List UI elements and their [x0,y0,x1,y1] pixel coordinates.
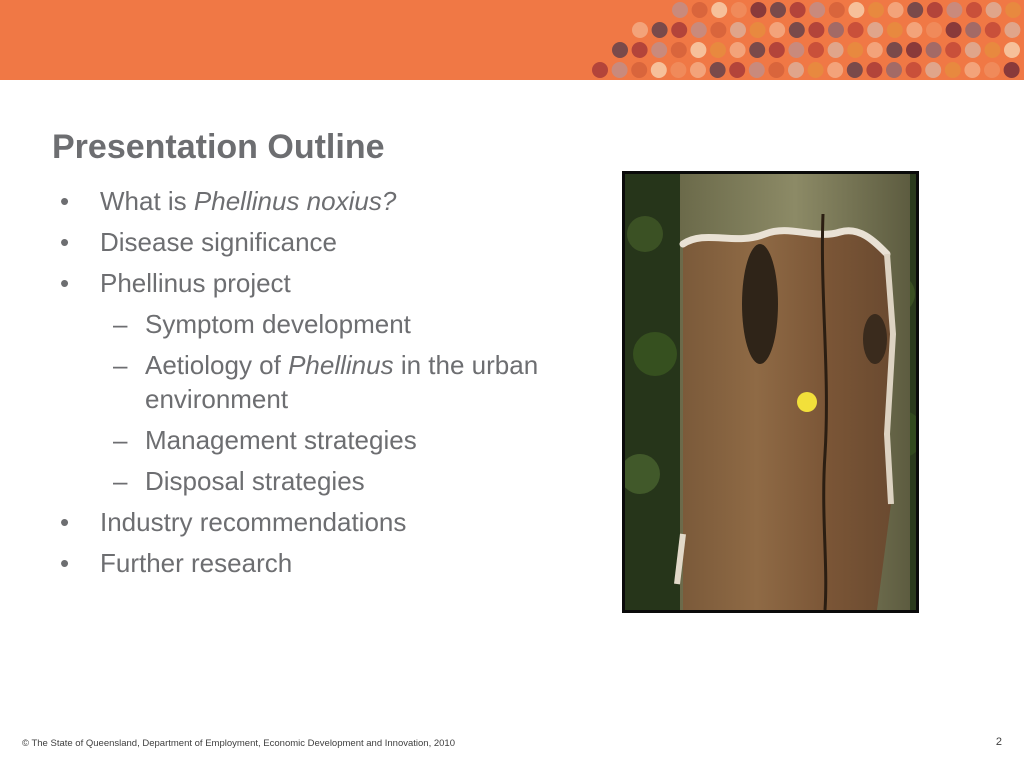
decorative-dot [790,2,806,18]
decorative-dot [946,2,962,18]
bullet-marker: • [60,268,70,298]
decorative-dot [867,42,883,58]
outline-item [56,266,596,300]
decorative-dot [829,2,845,18]
bullet-marker: • [60,227,70,257]
decorative-dot [925,62,941,78]
decorative-dot [770,2,786,18]
outline-item-main-text: Further research [100,548,293,578]
decorative-dot [828,42,844,58]
outline-subitem [56,423,596,457]
decorative-dot [730,42,746,58]
decorative-dot [966,2,982,18]
outline-item-suffix-text: in the urban environment [145,350,539,414]
decorative-dot [749,42,765,58]
decorative-dot [886,62,902,78]
slide-title: Presentation Outline [52,128,385,166]
outline-item-text [145,350,538,414]
decorative-dot [592,62,608,78]
outline-item [56,505,596,539]
outline-item-main-text: Aetiology of [145,350,289,380]
decorative-dot [906,62,922,78]
decorative-dot [691,22,707,38]
photo-frame [622,171,919,613]
decorative-dot [946,22,962,38]
outline-item-italic-text: Phellinus [288,350,394,380]
bullet-marker: • [60,507,70,537]
decorative-dot [926,42,942,58]
decorative-dot [808,42,824,58]
page-number: 2 [995,736,1002,748]
decorative-dot [750,22,766,38]
tree-trunk-fungus-photo [625,174,916,610]
outline-item-text [100,507,406,537]
dash-marker: – [113,350,128,380]
bullet-marker: • [60,548,70,578]
decorative-dot [808,62,824,78]
decorative-dot [749,62,765,78]
decorative-dot [926,22,942,38]
decorative-dot [730,22,746,38]
outline-item-text [100,548,292,578]
decorative-dot [847,42,863,58]
outline-item-italic-text: Phellinus noxius? [193,186,397,216]
decorative-dot [1004,42,1020,58]
footer-copyright: © The State of Queensland, Department of Employment, Economic Development and Innovation, 2010 [22,738,455,749]
decorative-dot [867,22,883,38]
decorative-dot [847,62,863,78]
decorative-dot [690,42,706,58]
decorative-dot [1004,62,1020,78]
outline-item [56,184,596,218]
decorative-dot [984,62,1000,78]
decorative-dot [1004,22,1020,38]
outline-item-main-text: Phellinus project [100,268,291,298]
outline-item-text [100,186,396,216]
decorative-dot [984,42,1000,58]
decorative-dot [906,42,922,58]
decorative-dot [927,2,943,18]
decorative-dot [809,2,825,18]
decorative-dot [632,42,648,58]
decorative-dot [945,42,961,58]
outline-item-text [145,466,365,496]
decorative-dot [632,22,648,38]
bullet-marker: • [60,186,70,216]
decorative-dot [710,42,726,58]
outline-subitem [56,307,596,341]
dash-marker: – [113,309,128,339]
outline-subitem [56,348,596,416]
decorative-dot [866,62,882,78]
outline-subitem [56,464,596,498]
decorative-dot [887,22,903,38]
decorative-dot [769,42,785,58]
outline-item-main-text: What is [100,186,194,216]
decorative-dot [886,42,902,58]
outline-item [56,225,596,259]
decorative-dot [808,22,824,38]
outline-item-main-text: Management strategies [145,425,417,455]
decorative-dot [868,2,884,18]
outline-item-text [145,309,411,339]
decorative-dot [964,62,980,78]
decorative-dot [789,22,805,38]
decorative-dot [906,22,922,38]
decorative-dot [1005,2,1021,18]
decorative-dot [670,62,686,78]
decorative-dot [711,2,727,18]
decorative-dot [692,2,708,18]
decorative-dot [672,2,688,18]
decorative-dot [848,2,864,18]
outline-item-main-text: Symptom development [145,309,411,339]
decorative-dot [690,62,706,78]
decorative-dot [965,22,981,38]
outline-item-main-text: Industry recommendations [100,507,407,537]
outline-item-text [100,268,291,298]
decorative-dot [652,22,668,38]
decorative-dot [671,42,687,58]
decorative-dot [827,62,843,78]
outline-item [56,546,596,580]
decorative-dot [828,22,844,38]
outline-item-text [145,425,417,455]
decorative-dot [848,22,864,38]
decorative-dot [907,2,923,18]
decorative-dot [671,22,687,38]
decorative-dot [612,62,628,78]
outline-item-text [100,227,337,257]
decorative-dot [888,2,904,18]
decorative-dot [965,42,981,58]
outline-item-main-text: Disposal strategies [145,466,365,496]
decorative-dot [945,62,961,78]
dash-marker: – [113,425,128,455]
decorative-dot [788,42,804,58]
decorative-dot [710,62,726,78]
decorative-dot-pattern [0,0,1024,80]
decorative-dot [631,62,647,78]
decorative-dot [731,2,747,18]
decorative-dot [612,42,628,58]
decorative-dot [788,62,804,78]
decorative-dot [651,42,667,58]
decorative-dot [729,62,745,78]
decorative-dot [710,22,726,38]
decorative-dot [985,22,1001,38]
outline-item-main-text: Disease significance [100,227,338,257]
outline-list [56,184,596,587]
decorative-dot [769,22,785,38]
dash-marker: – [113,466,128,496]
decorative-dot [651,62,667,78]
decorative-dot [750,2,766,18]
decorative-dot [768,62,784,78]
decorative-dot [986,2,1002,18]
